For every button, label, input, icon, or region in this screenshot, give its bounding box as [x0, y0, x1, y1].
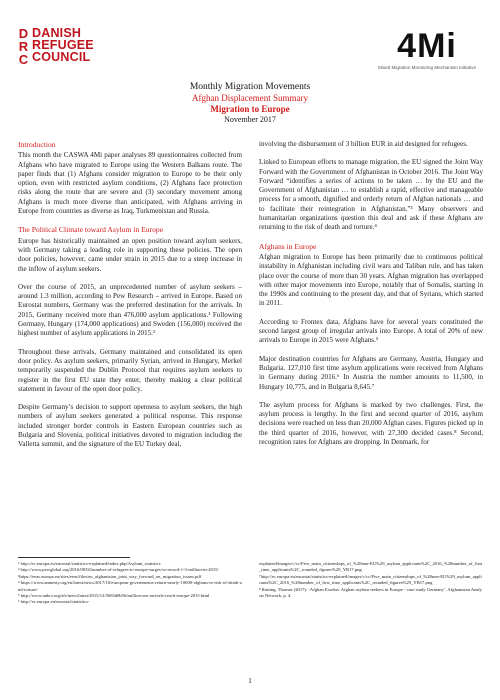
drc-logo-mark: DRC	[18, 26, 29, 67]
document-topic: Migration to Europe	[210, 104, 290, 114]
footnote: explained/images/c/cc/Five_main_citizenships_of_%28non-EU%29_asylum_applicants%2C_2016_%28number_of_first_time_applicants%2C_rounded_figures%29_YB17.png	[259, 561, 483, 573]
drc-logo	[18, 27, 94, 66]
footnotes-left	[18, 561, 242, 606]
paragraph: The asylum process for Afghans is marked by two challenges. First, the asylum process is lengthy. In the first and second quarter of 2016, asylum decisions were reached on less than 20,000 Afghan cases. Figures picked up in the third quarter of 2016, however, with 27,300 decided cases.⁸ Second, recognition rates for Afghans are dropping. In Denmark, for	[259, 400, 483, 447]
4mi-logo-tagline: Mixed Migration Monitoring Mechanism Initiative	[377, 65, 477, 70]
paragraph: Despite Germany’s decision to support openness to asylum seekers, the high numbers of asylum seekers generated a political response. This response included stronger border controls in Eastern European countries such as Bulgaria and Slovenia, political initiatives devoted to migration including the Valletta summit, and the signature of the EU Turkey deal,	[18, 403, 242, 449]
drc-logo-line: REFUGEE	[32, 38, 94, 52]
document-date: November 2017	[224, 115, 276, 124]
paragraph: involving the disbursement of 3 billion EUR in aid designed for refugees.	[259, 140, 468, 148]
footnotes-right	[259, 561, 483, 599]
footnote: ⁴ https://www.amnesty.org/en/latest/news/2017/10/european-governments-return-nearly-10000-afghans-to-risk-of-death-and-torture/	[18, 580, 242, 592]
paragraph: This month the CASWA 4Mi paper analyses 89 questionnaires collected from Afghans who have migrated to Europe using the Western Balkans route. The paper finds that (1) Afghans consider migration to Europe to be their only option, even with restricted asylum conditions, (2) Afghans face protection risks along the route that are severe and (3) secondary movement among Afghans is much more diverse than anticipated, with Afghans arriving in Europe from countries as diverse as Iraq, Turkmenistan and Russia.	[18, 151, 242, 216]
paragraph: Afghan migration to Europe has been primarily due to continuous political instability in Afghanistan including civil wars and Taliban rule, and has taken place over the course of more than 30 years. Afghan migration has overlapped with other major movements into Europe, notably that of Somalis, starting in the 1990s and continuing to the present day, and that of Syrians, which started in 2011.	[259, 252, 483, 308]
paragraph: Europe has historically maintained an open position toward asylum seekers, with Germany taking a leading role in supporting these policies. The open door policies, however, came under strain in 2015 due to a steep increase in the inflow of asylum seekers.	[18, 236, 242, 273]
section-heading: The Political Climate toward Asylum in Europe	[18, 225, 164, 235]
paragraph: According to Frontex data, Afghans have for several years constituted the second largest group of irregular arrivals into Europe. A total of 20% of new arrivals to Europe in 2015 were Afghans.⁵	[259, 317, 483, 345]
footnote: ⁵ http://www.unhcr.org/afr/news/latest/2015/12/5683d0b56/million-sea-arrivals-reach-europe-2015.html	[18, 593, 210, 599]
page-number: 1	[248, 676, 252, 685]
paragraph: Over the course of 2015, an unprecedented number of asylum seekers – around 1.3 million, according to Pew Research – arrived in Europe. Based on Eurostat numbers, Germany was the preferred destination for the arrivals. In 2015, Germany received more than 476,000 asylum applications.¹ Following Germany, Hungary (174,000 applications) and Sweden (156,000) received the highest number of asylum applications in 2015.²	[18, 282, 242, 338]
paragraph: Throughout these arrivals, Germany maintained and consolidated its open door policy. As asylum seekers, primarily Syrian, arrived in Hungary, Merkel temporarily suspended the Dublin Protocol that requires asylum seekers to register in the first EU state they enter, thereby making a clear political statement in favour of the open door policy.	[18, 347, 242, 393]
title-block	[0, 82, 500, 124]
document-series-title: Monthly Migration Movements	[189, 82, 311, 92]
section-heading: Afghans in Europe	[259, 241, 317, 251]
4mi-logo-text: 4Mi	[397, 27, 457, 65]
footnote-divider	[18, 557, 130, 558]
paragraph: Major destination countries for Afghans are Germany, Austria, Hungary and Bulgaria. 127,010 first time asylum applications were received from Afghans in Germany during 2016.⁶ In Austria the number amounts to 11,500, in Hungary 10,775, and in Bulgaria 8,645.⁷	[259, 354, 483, 391]
document-subtitle: Afghan Displacement Summary	[192, 93, 308, 103]
footnote: ⁸ Rutting, Thomas (2017): ‘Afghan Exodus: Afghan asylum seekers in Europe - case study Germany’, Afghanistan Analysts Network, p. 4.	[259, 586, 482, 599]
drc-logo-line: DANISH	[32, 26, 82, 40]
section-heading: Introduction	[18, 140, 56, 149]
footnote: ⁶ http://ec.europa.eu/eurostat/statistics-	[18, 599, 90, 605]
footnote: ¹ http://ec.europa.eu/eurostat/statistics-explained/index.php/Asylum_statistics	[18, 561, 161, 566]
footnote: ³https://eeas.europa.eu/sites/eeas/files/eu_afghanistan_joint_way_forward_on_migration_issues.pdf	[18, 573, 202, 579]
drc-logo-line: COUNCIL	[32, 50, 91, 64]
footnote: ² http://www.pewglobal.org/2016/08/02/number-of-refugees-to-europe-surges-to-record-1-3-million-in-2015/	[18, 567, 219, 573]
right-column	[259, 140, 483, 456]
drc-logo-name	[32, 27, 94, 63]
footnote: ⁷http://ec.europa.eu/eurostat/statistics-explained/images/c/cc/Five_main_citizenships_of_%28non-EU%29_asylum_applicants%2C_2016_%28number_of_first_time_applicants%2C_rounded_figures%29_YB17.png	[259, 573, 482, 586]
paragraph: Linked to European efforts to manage migration, the EU signed the Joint Way Forward with the Government of Afghanistan in October 2016. The Joint Way Forward “identifies a series of actions to be taken … by the EU and the Government of Afghanistan … to establish a rapid, effective and manageable process for a smooth, dignified and orderly return of Afghan nationals … and to facilitate their reintegration in Afghanistan.”³ Many observers and humanitarian organizations question this deal and ask if these Afghans are returning to the risk of death and torture.⁴	[259, 158, 483, 232]
4mi-logo	[372, 29, 482, 70]
left-column	[18, 140, 242, 459]
